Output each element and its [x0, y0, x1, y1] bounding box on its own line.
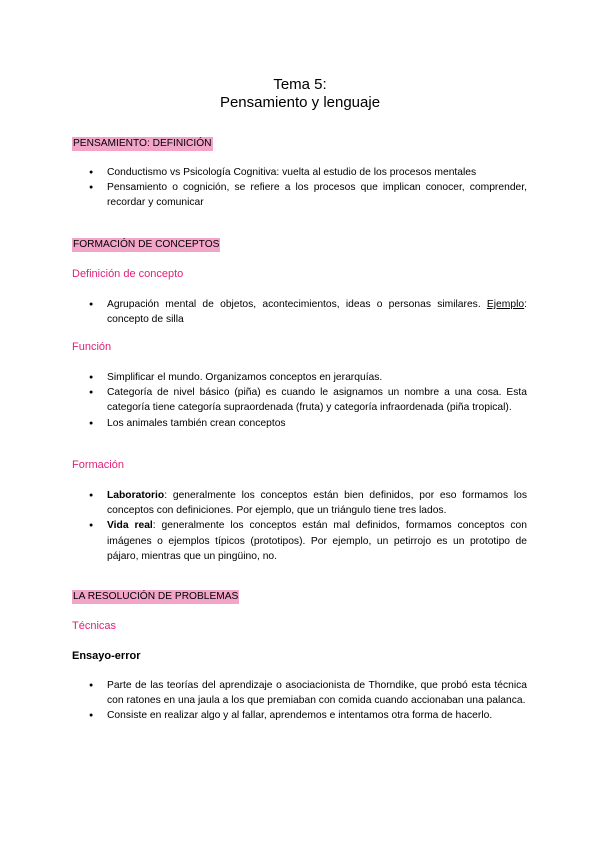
subheading-funcion: Función: [72, 341, 112, 353]
list-item-text: : generalmente los conceptos están bien definidos, por eso formamos los conceptos con definiciones. Por ejemplo, que un triángulo tiene tres lados.: [107, 490, 527, 517]
subheading-definicion: Definición de concepto: [72, 268, 184, 280]
subheading-formacion: Formación: [72, 459, 124, 471]
subheading-tecnicas: Técnicas: [72, 620, 117, 632]
term-laboratorio: Laboratorio: [107, 490, 165, 501]
list-pensamiento: [72, 165, 527, 211]
list-item: ● Simplificar el mundo. Organizamos conceptos en jerarquías.: [72, 370, 527, 385]
list-item: [72, 488, 527, 518]
list-item: ● Los animales también crean conceptos: [72, 416, 527, 431]
list-item: ● Parte de las teorías del aprendizaje o asociacionista de Thorndike, que probó esta técnica con ratones en una jaula a los que premiaban con comida cuando accionaban una palanca.: [72, 678, 527, 708]
list-funcion: [72, 370, 527, 431]
doc-title-line1: Tema 5:: [273, 76, 327, 93]
section-heading-formacion-conceptos: FORMACIÓN DE CONCEPTOS: [73, 239, 220, 250]
example-label: Ejemplo: [486, 299, 525, 310]
bold-heading-ensayo-error: Ensayo-error: [72, 650, 141, 662]
doc-title-line2: Pensamiento y lenguaje: [219, 94, 381, 111]
term-vida-real: Vida real: [107, 520, 153, 532]
list-item: [72, 297, 527, 327]
list-item-text: : concepto de silla: [107, 299, 527, 326]
list-item: ● Consiste en realizar algo y al fallar, aprendemos e intentamos otra forma de hacerlo.: [72, 708, 527, 723]
list-item-text: Agrupación mental de objetos, acontecimientos, ideas o personas similares.: [107, 299, 481, 310]
section-heading-resolucion: LA RESOLUCIÓN DE PROBLEMAS: [73, 591, 239, 602]
section-heading-pensamiento: PENSAMIENTO: DEFINICIÓN: [73, 138, 212, 149]
list-item: ● Conductismo vs Psicología Cognitiva: vuelta al estudio de los procesos mentales: [72, 165, 527, 180]
list-formacion: [72, 488, 527, 564]
list-definicion: [72, 297, 527, 327]
list-item: ● Pensamiento o cognición, se refiere a los procesos que implican conocer, comprender, recordar y comunicar: [72, 180, 527, 210]
list-item: [72, 518, 527, 564]
list-item-text: : generalmente los conceptos están mal definidos, formamos conceptos con imágenes o ejemplos típicos (prototipos). Por ejemplo, un petirrojo es un prototipo de pájaro, mientras que un pingüino, no.: [107, 520, 527, 562]
list-item: ● Categoría de nivel básico (piña) es cuando le asignamos un nombre a una cosa. Esta categoría tiene categoría supraordenada (fruta) y categoría infraordenada (piña tropical).: [72, 385, 527, 415]
list-ensayo-error: [72, 678, 527, 724]
